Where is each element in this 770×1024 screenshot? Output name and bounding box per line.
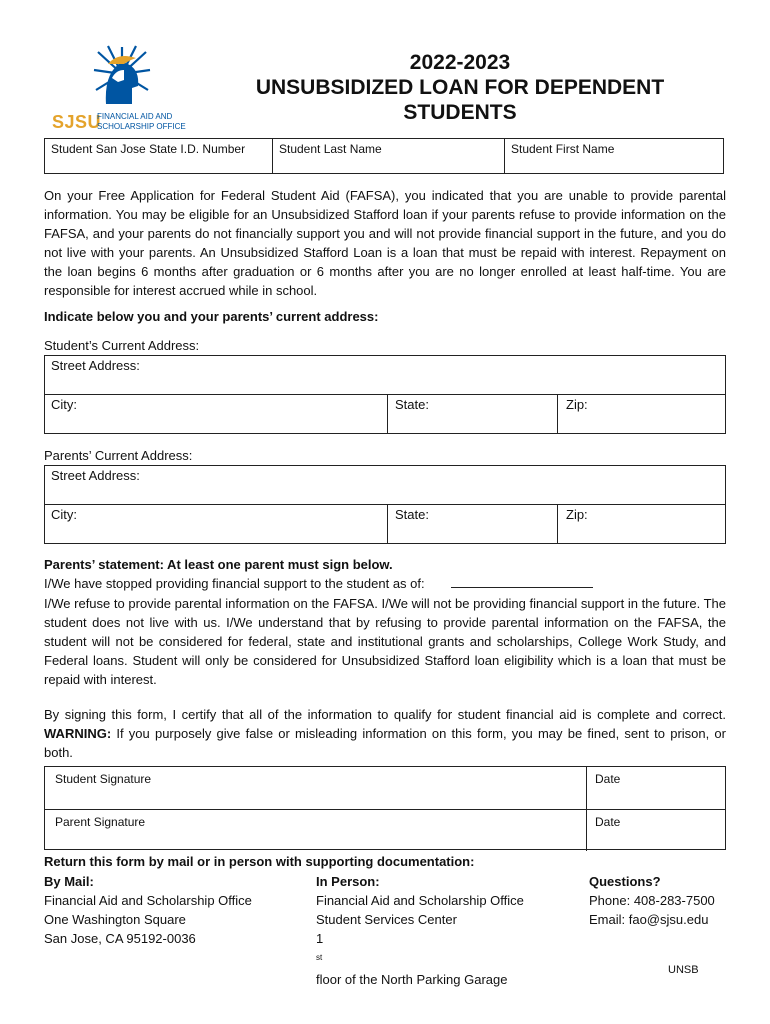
address-heading: Indicate below you and your parents’ current address: — [44, 309, 379, 324]
in-person-column: In Person: Financial Aid and Scholarship Office Student Services Center 1 $^{st}$ floor of the North Parking Garage — [316, 874, 524, 988]
student-signature-field[interactable]: Student Signature — [55, 772, 152, 786]
sjsu-logo — [50, 42, 210, 137]
student-city-field[interactable]: City: — [51, 397, 77, 412]
student-state-field[interactable]: State: — [387, 395, 557, 433]
title-line-2: UNSUBSIDIZED LOAN FOR DEPENDENT — [255, 76, 665, 99]
support-stopped-line: I/We have stopped providing financial support to the student as of: — [44, 576, 593, 591]
parent-zip-field[interactable]: Zip: — [557, 505, 725, 543]
student-address-box — [44, 355, 726, 434]
student-zip-field[interactable]: Zip: — [557, 395, 725, 433]
student-address-label: Student’s Current Address: — [44, 338, 200, 353]
certification-paragraph: By signing this form, I certify that all of the information to qualify for student financial aid is complete and correct. WARNING: If you purposely give false or misleading information on this form, you may be fined, sent to prison, or both. — [44, 707, 726, 760]
parent-date-field[interactable]: Date — [595, 815, 621, 829]
student-first-name-field[interactable]: Student First Name — [504, 139, 723, 173]
student-date-field[interactable]: Date — [595, 772, 621, 786]
form-title — [220, 50, 700, 125]
student-last-name-field[interactable]: Student Last Name — [272, 139, 499, 173]
parent-address-box — [44, 465, 726, 544]
questions-column: Questions? Phone: 408-283-7500 Email: fao@sjsu.edu — [589, 874, 715, 927]
email-address: Email: fao@sjsu.edu — [589, 912, 709, 927]
parents-statement-body: I/We refuse to provide parental information on the FAFSA. I/We will not be providing financial support in the future. The student does not live with us. I/We understand that by refusing to provide parental information on the FAFSA, the student will not be considered for federal, state and institutional grants and scholarships, College Work Study, and Federal loans. Student will only be considered for Unsubsidized Stafford loan eligibility which is a loan that must be repaid with interest. — [44, 596, 726, 687]
support-stopped-date-field[interactable] — [451, 586, 593, 588]
logo-wordmark: SJSU — [52, 112, 102, 132]
parent-city-field[interactable]: City: — [51, 507, 77, 522]
title-year: 2022-2023 — [409, 51, 511, 74]
title-line-3: STUDENTS — [403, 101, 517, 124]
warning-label: WARNING: — [44, 726, 112, 741]
parent-state-field[interactable]: State: — [387, 505, 557, 543]
parent-signature-field[interactable]: Parent Signature — [55, 815, 146, 829]
return-heading: Return this form by mail or in person with supporting documentation: — [44, 854, 475, 869]
student-id-field[interactable]: Student San Jose State I.D. Number — [51, 142, 246, 156]
signature-table — [44, 766, 726, 850]
phone-number: Phone: 408-283-7500 — [589, 893, 715, 908]
form-code: UNSB — [668, 964, 699, 976]
spartan-helmet-icon — [92, 42, 152, 112]
parent-address-label: Parents’ Current Address: — [44, 448, 193, 463]
student-id-table — [44, 138, 724, 174]
mail-column: By Mail: Financial Aid and Scholarship Office One Washington Square San Jose, CA 95192-0036 — [44, 874, 252, 946]
parents-statement-heading: Parents’ statement: At least one parent must sign below. — [44, 557, 393, 572]
intro-paragraph: On your Free Application for Federal Student Aid (FAFSA), you indicated that you are unable to provide parental information. You may be eligible for an Unsubsidized Stafford loan if your parents refuse to provide information on the FAFSA, and your parents do not financially support you and will not provide financial support in the future, and you do not live with your parents. An Unsubsidized Stafford Loan is a loan that must be repaid with interest. Repayment on the loan begins 6 months after graduation or 6 months after you are no longer enrolled at least half-time. You are responsible for interest accrued while in school. — [44, 188, 726, 298]
parent-street-field[interactable]: Street Address: — [45, 466, 725, 505]
logo-office-name: FINANCIAL AID AND SCHOLARSHIP OFFICE — [97, 112, 186, 131]
student-street-field[interactable]: Street Address: — [45, 356, 725, 395]
